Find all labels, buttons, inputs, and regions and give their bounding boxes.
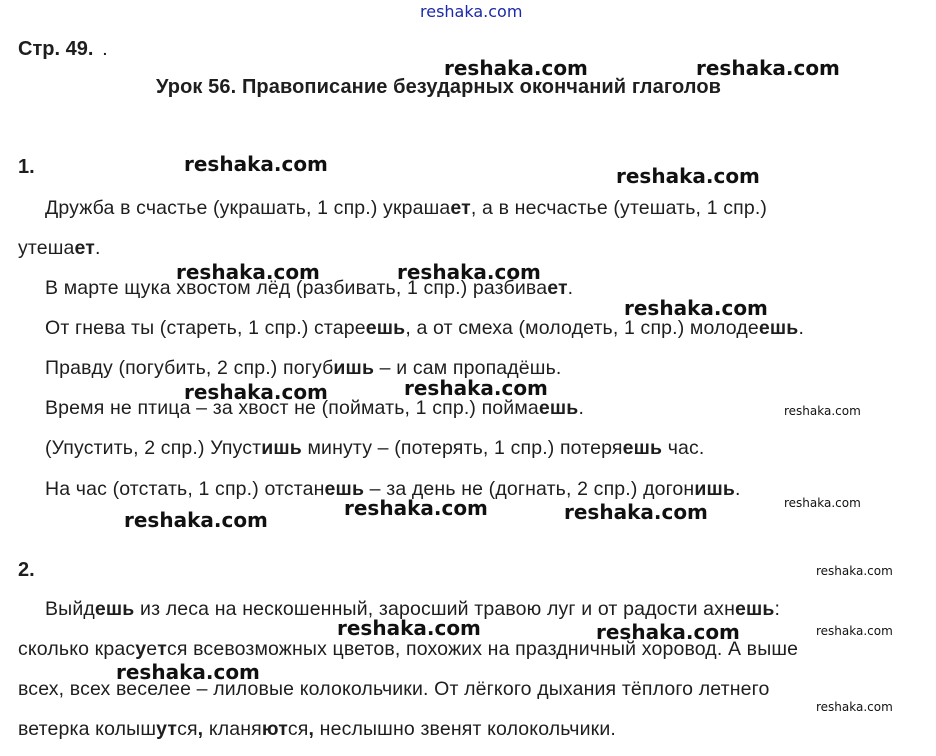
text-segment: ся всевозможных цветов, похожих на праздничный хоровод. А выше xyxy=(166,638,799,660)
text-segment: всех, всех веселее – лиловые колокольчики. От лёгкого дыхания тёплого летнего xyxy=(18,678,770,700)
text-segment: . xyxy=(578,397,585,419)
ending-highlight: ишь xyxy=(261,437,302,459)
watermark: reshaka.com xyxy=(444,56,588,80)
lesson-title: Урок 56. Правописание безударных окончаний глаголов xyxy=(156,76,722,98)
ending-highlight: ешь xyxy=(622,437,663,459)
text-segment: , а от смеха (молодеть, 1 спр.) молоде xyxy=(405,317,759,339)
text-segment: В марте щука хвостом лёд (разбивать, 1 спр.) разбива xyxy=(45,277,548,299)
ending-highlight: ешь xyxy=(538,397,579,419)
ending-highlight: ет xyxy=(74,237,95,259)
text-segment: – и сам пропадёшь. xyxy=(374,357,562,379)
exercise-2-line xyxy=(18,718,616,741)
text-segment: , а в несчастье (утешать, 1 спр.) xyxy=(470,197,768,219)
page-reference xyxy=(18,38,107,61)
watermark: reshaka.com xyxy=(564,500,708,524)
text-segment: . xyxy=(567,277,574,299)
watermark: reshaka.com xyxy=(816,564,893,578)
ending-highlight: т xyxy=(157,638,167,660)
watermark: reshaka.com xyxy=(176,260,320,284)
text-segment: . xyxy=(95,237,101,259)
ending-highlight: ет xyxy=(547,277,568,299)
watermark: reshaka.com xyxy=(184,152,328,176)
text-segment: Время не птица – за хвост не (поймать, 1 спр.) пойма xyxy=(45,397,539,419)
watermark: reshaka.com xyxy=(624,296,768,320)
page-reference-dot: . xyxy=(102,42,107,58)
watermark: reshaka.com xyxy=(337,616,481,640)
exercise-1-number: 1. xyxy=(18,156,35,178)
ending-highlight: ишь xyxy=(333,357,375,379)
text-segment: ся xyxy=(177,718,198,740)
text-segment: неслышно звенят колокольчики. xyxy=(314,718,616,740)
text-segment: ся xyxy=(287,718,309,740)
text-segment: час. xyxy=(662,437,705,459)
ending-highlight: ет xyxy=(450,197,471,219)
watermark: reshaka.com xyxy=(124,508,268,532)
watermark: reshaka.com xyxy=(784,496,861,510)
exercise-1-line xyxy=(45,317,804,340)
ending-highlight: ешь xyxy=(758,317,799,339)
ending-highlight: ишь xyxy=(694,478,736,500)
exercise-2-number: 2. xyxy=(18,559,35,581)
watermark: reshaka.com xyxy=(184,380,328,404)
text-segment: На час (отстать, 1 спр.) отстан xyxy=(45,478,325,500)
page-reference-text: Стр. 49. xyxy=(18,38,94,60)
ending-highlight: ешь xyxy=(324,478,365,500)
ending-highlight: , xyxy=(308,718,315,740)
watermark: reshaka.com xyxy=(116,660,260,684)
text-segment: из леса на нескошенный, заросший травою луг и от радости ахн xyxy=(134,598,735,620)
text-segment: кланя xyxy=(203,718,262,740)
text-segment: От гнева ты (стареть, 1 спр.) старе xyxy=(45,317,366,339)
ending-highlight: ешь xyxy=(94,598,135,620)
watermark: reshaka.com xyxy=(404,376,548,400)
text-segment: Правду (погубить, 2 спр.) погуб xyxy=(45,357,334,379)
ending-highlight: ешь xyxy=(735,598,775,620)
watermark: reshaka.com xyxy=(397,260,541,284)
text-segment: минуту – (потерять, 1 спр.) потеря xyxy=(301,437,623,459)
text-segment: (Упустить, 2 спр.) Упуст xyxy=(45,437,262,459)
ending-highlight: ут xyxy=(156,718,178,740)
text-segment: утеша xyxy=(18,237,75,259)
text-segment: Выйд xyxy=(45,598,95,620)
text-segment: . xyxy=(735,478,741,500)
exercise-1-line xyxy=(45,197,767,220)
text-segment: сколько крас xyxy=(18,638,136,660)
ending-highlight: у xyxy=(135,638,147,660)
watermark: reshaka.com xyxy=(784,404,861,418)
text-segment: Дружба в счастье (украшать, 1 спр.) украша xyxy=(45,197,451,219)
text-segment: . xyxy=(798,317,805,339)
watermark: reshaka.com xyxy=(816,700,893,714)
watermark: reshaka.com xyxy=(596,620,740,644)
watermark: reshaka.com xyxy=(616,164,760,188)
watermark: reshaka.com xyxy=(816,624,893,638)
ending-highlight: ют xyxy=(261,718,288,740)
exercise-1-line xyxy=(18,237,101,260)
text-segment: : xyxy=(774,598,781,620)
ending-highlight: ешь xyxy=(365,317,406,339)
text-segment: ветерка колыш xyxy=(18,718,157,740)
ending-highlight: , xyxy=(197,718,204,740)
watermark-top: reshaka.com xyxy=(420,2,523,21)
text-segment: е xyxy=(146,638,158,660)
text-segment: – за день не (догнать, 2 спр.) догон xyxy=(364,478,695,500)
watermark: reshaka.com xyxy=(344,496,488,520)
watermark: reshaka.com xyxy=(696,56,840,80)
exercise-1-line xyxy=(45,437,704,460)
